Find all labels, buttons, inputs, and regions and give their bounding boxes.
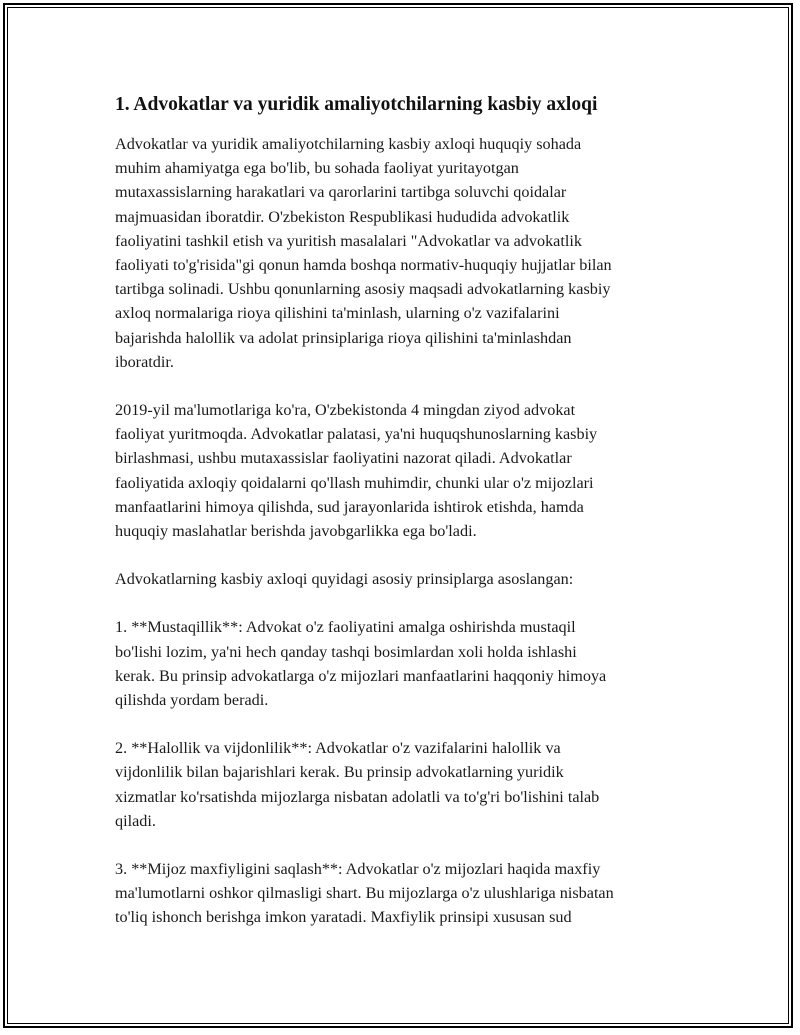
page-title: 1. Advokatlar va yuridik amaliyotchilarning kasbiy axloqi: [115, 94, 598, 115]
paragraph-principle-3: 3. **Mijoz maxfiyligini saqlash**: Advokatlar o'z mijozlari haqida maxfiy ma'lumotlarni oshkor qilmasligi shart. Bu mijozlarga o'z ulushlariga nisbatan to'liq ishonch berishga imkon yaratadi. Maxfiylik prinsipi xususan sud: [115, 860, 614, 927]
paragraph-statistics: 2019-yil ma'lumotlariga ko'ra, O'zbekistonda 4 mingdan ziyod advokat faoliyat yuritmoqda. Advokatlar palatasi, ya'ni huquqshunoslarning kasbiy birlashmasi, ushbu mutaxassislar faoliyatini nazorat qiladi. Advokatlar faoliyatida axloqiy qoidalarni qo'llash muhimdir, chunki ular o'z mijozlari manfaatlarini himoya qilishda, sud jarayonlarida ishtirok etishda, hamda huquqiy maslahatlar berishda javobgarlikka ega bo'ladi.: [115, 401, 598, 541]
paragraph-principle-2: 2. **Halollik va vijdonlilik**: Advokatlar o'z vazifalarini halollik va vijdonlilik bilan bajarishlari kerak. Bu prinsip advokatlarning yuridik xizmatlar ko'rsatishda mijozlarga nisbatan adolatli va to'g'ri bo'lishini talab qiladi.: [115, 739, 600, 830]
paragraph-principles-lead: Advokatlarning kasbiy axloqi quyidagi asosiy prinsiplarga asoslangan:: [115, 570, 574, 589]
document-body: [115, 92, 695, 954]
paragraph-principle-1: 1. **Mustaqillik**: Advokat o'z faoliyatini amalga oshirishda mustaqil bo'lishi lozim, ya'ni hech qanday tashqi bosimlardan xoli holda ishlashi kerak. Bu prinsip advokatlarga o'z mijozlari manfaatlarini haqqoniy himoya qilishda yordam beradi.: [115, 618, 607, 710]
paragraph-intro: Advokatlar va yuridik amaliyotchilarning kasbiy axloqi huquqiy sohada muhim ahamiyatga ega bo'lib, bu sohada faoliyat yuritayotgan mutaxassislarning harakatlari va qarorlarini tartibga soluvchi qoidalar majmuasidan iboratdir. O'zbekiston Respublikasi hududida advokatlik faoliyatini tashkil etish va yuritish masalalari "Advokatlar va advokatlik faoliyati to'g'risida"gi qonun hamda boshqa normativ-huquqiy hujjatlar bilan tartibga solinadi. Ushbu qonunlarning asosiy maqsadi advokatlarning kasbiy axloq normalariga rioya qilishini ta'minlash, ularning o'z vazifalarini bajarishda halollik va adolat prinsiplariga rioya qilishini ta'minlashdan iboratdir.: [115, 135, 612, 371]
